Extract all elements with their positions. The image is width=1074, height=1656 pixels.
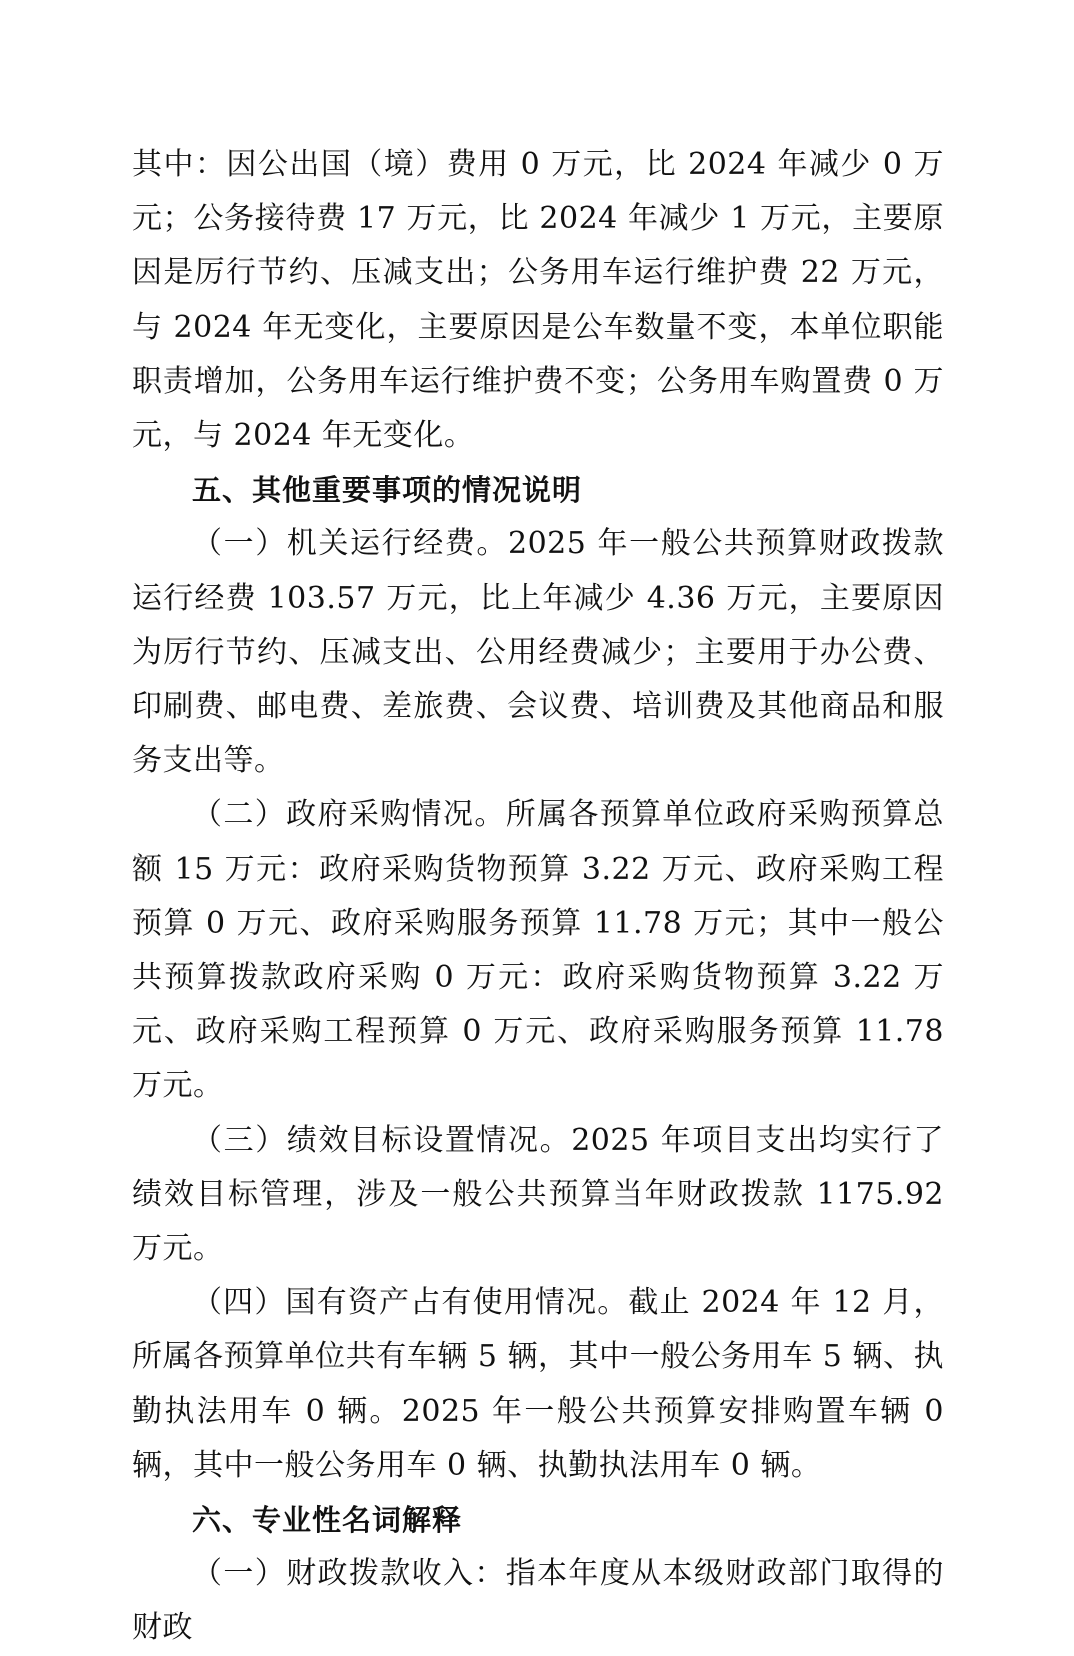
document-body xyxy=(132,138,944,1656)
section-heading-terminology: 六、专业性名词解释 xyxy=(192,1503,463,1538)
paragraph-fiscal-appropriation-income: （一）财政拨款收入：指本年度从本级财政部门取得的财政 xyxy=(132,1556,944,1646)
paragraph-government-procurement: （二）政府采购情况。所属各预算单位政府采购预算总额 15 万元：政府采购货物预算 3.22 万元、政府采购工程预算 0 万元、政府采购服务预算 11.78 万元；其中一般公共预算拨款政府采购 0 万元：政府采购货物预算 3.22 万元、政府采购工程预算 0 万元、政府采购服务预算 11.78 万元。 xyxy=(132,797,944,1104)
section-heading-other-matters: 五、其他重要事项的情况说明 xyxy=(192,473,583,508)
paragraph-expense-details: 其中：因公出国（境）费用 0 万元，比 2024 年减少 0 万元；公务接待费 17 万元，比 2024 年减少 1 万元，主要原因是厉行节约、压减支出；公务用车运行维护费 22 万元，与 2024 年无变化，主要原因是公车数量不变，本单位职能职责增加，公务用车运行维护费不变；公务用车购置费 0 万元，与 2024 年无变化。 xyxy=(132,147,944,454)
paragraph-state-assets: （四）国有资产占有使用情况。截止 2024 年 12 月，所属各预算单位共有车辆 5 辆，其中一般公务用车 5 辆、执勤执法用车 0 辆。2025 年一般公共预算安排购置车辆 0 辆，其中一般公务用车 0 辆、执勤执法用车 0 辆。 xyxy=(132,1285,944,1483)
paragraph-operating-expenses: （一）机关运行经费。2025 年一般公共预算财政拨款运行经费 103.57 万元，比上年减少 4.36 万元，主要原因为厉行节约、压减支出、公用经费减少；主要用于办公费、印刷费、邮电费、差旅费、会议费、培训费及其他商品和服务支出等。 xyxy=(132,526,944,779)
paragraph-performance-targets: （三）绩效目标设置情况。2025 年项目支出均实行了绩效目标管理，涉及一般公共预算当年财政拨款 1175.92 万元。 xyxy=(132,1122,944,1267)
